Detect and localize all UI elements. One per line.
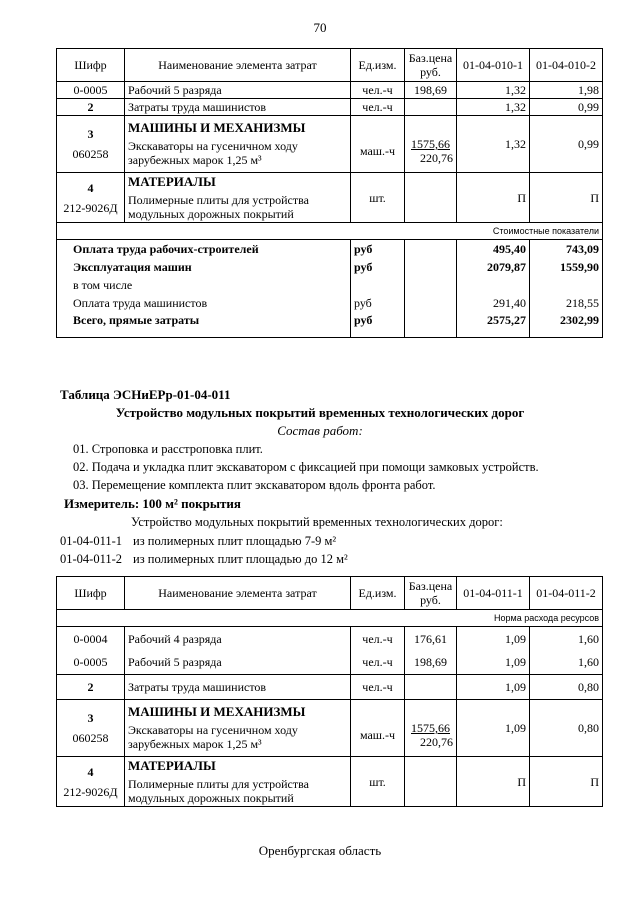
cell: Рабочий 5 разряда bbox=[125, 82, 351, 99]
cell: 1,09 bbox=[457, 675, 530, 700]
cell: 060258 bbox=[72, 147, 109, 161]
cell: руб bbox=[351, 258, 405, 276]
cell: шт. bbox=[369, 190, 386, 205]
cell: 3 bbox=[87, 711, 94, 725]
item-code: 01-04-011-2 bbox=[60, 552, 123, 566]
resource-table-2 bbox=[56, 576, 603, 807]
cell: чел.-ч bbox=[351, 627, 405, 651]
cell: чел.-ч bbox=[351, 99, 405, 116]
cell: чел.-ч bbox=[351, 675, 405, 700]
cell: 220,76 bbox=[420, 151, 453, 165]
cell: руб bbox=[351, 312, 405, 338]
cell: 0-0004 bbox=[57, 627, 125, 651]
work-item: 02. Подача и укладка плит экскаватором с фиксацией при помощи замковых устройств. bbox=[73, 460, 539, 474]
header-unit: Ед.изм. bbox=[351, 577, 405, 610]
table-row bbox=[57, 700, 603, 757]
cell: 1,09 bbox=[457, 651, 530, 675]
table-row bbox=[57, 312, 603, 338]
cell: 743,09 bbox=[530, 240, 603, 258]
page-number: 70 bbox=[313, 20, 327, 35]
cell: 2302,99 bbox=[530, 312, 603, 338]
cell: 3 bbox=[87, 127, 94, 141]
cell: 1575,66 bbox=[411, 137, 450, 151]
cell: руб bbox=[351, 240, 405, 258]
resource-table-1 bbox=[56, 48, 603, 338]
section-title: МАТЕРИАЛЫ bbox=[128, 757, 216, 773]
cell: 218,55 bbox=[530, 294, 603, 312]
header-price: Баз.цена руб. bbox=[405, 577, 457, 610]
cell: Затраты труда машинистов bbox=[125, 99, 351, 116]
cell: 1559,90 bbox=[530, 258, 603, 276]
cell: 212-9026Д bbox=[63, 200, 118, 215]
intro-text: Устройство модульных покрытий временных технологических дорог: bbox=[131, 515, 503, 529]
table-row bbox=[57, 240, 603, 258]
cell: 0,80 bbox=[578, 721, 599, 735]
cell: П bbox=[590, 190, 599, 205]
cell: 1,98 bbox=[530, 82, 603, 99]
header-code: Шифр bbox=[57, 49, 125, 82]
cell: чел.-ч bbox=[351, 82, 405, 99]
section-title: МАТЕРИАЛЫ bbox=[128, 173, 216, 189]
table-row bbox=[57, 99, 603, 116]
cell: чел.-ч bbox=[351, 651, 405, 675]
section-subtitle: Устройство модульных покрытий временных технологических дорог bbox=[115, 405, 525, 420]
table-row bbox=[57, 173, 603, 223]
cell: 291,40 bbox=[457, 294, 530, 312]
table-row bbox=[57, 675, 603, 700]
cell: 1,09 bbox=[457, 627, 530, 651]
cell: 1,32 bbox=[505, 137, 526, 151]
cell: Оплата труда рабочих-строителей bbox=[57, 240, 351, 258]
cell: П bbox=[517, 190, 526, 205]
cell: 2 bbox=[57, 675, 125, 700]
cell: П bbox=[517, 774, 526, 789]
table-title: Таблица ЭСНиЕРр-01-04-011 bbox=[60, 387, 231, 402]
section-title: МАШИНЫ И МЕХАНИЗМЫ bbox=[128, 120, 306, 135]
cell: 2575,27 bbox=[457, 312, 530, 338]
cell: 4 bbox=[87, 764, 94, 779]
cell: 198,69 bbox=[405, 651, 457, 675]
work-item: 01. Строповка и расстроповка плит. bbox=[73, 442, 263, 456]
table-row bbox=[57, 651, 603, 675]
cell: модульных дорожных покрытий bbox=[128, 790, 294, 805]
cell: Всего, прямые затраты bbox=[57, 312, 351, 338]
cell: Полимерные плиты для устройства bbox=[128, 776, 309, 791]
cell: 1,60 bbox=[530, 651, 603, 675]
cell: Рабочий 5 разряда bbox=[125, 651, 351, 675]
item-text: из полимерных плит площадью 7-9 м² bbox=[133, 534, 337, 548]
cell: шт. bbox=[369, 774, 386, 789]
cell: 495,40 bbox=[457, 240, 530, 258]
cost-caption: Стоимостные показатели bbox=[57, 223, 603, 240]
cell bbox=[405, 99, 457, 116]
cell: 0-0005 bbox=[57, 651, 125, 675]
header-col-b: 01-04-011-2 bbox=[530, 577, 603, 610]
work-item: 03. Перемещение комплекта плит экскаватором вдоль фронта работ. bbox=[73, 478, 436, 492]
header-code: Шифр bbox=[57, 577, 125, 610]
cell: 212-9026Д bbox=[63, 784, 118, 799]
cell bbox=[405, 675, 457, 700]
cell: маш.-ч bbox=[359, 728, 396, 742]
measure-unit: Измеритель: 100 м² покрытия bbox=[64, 496, 241, 511]
cell: 220,76 bbox=[420, 735, 453, 749]
cell: зарубежных марок 1,25 м³ bbox=[128, 153, 262, 167]
cell: 1,32 bbox=[457, 82, 530, 99]
header-col-a: 01-04-010-1 bbox=[457, 49, 530, 82]
cell: маш.-ч bbox=[359, 144, 396, 158]
cell: руб bbox=[351, 294, 405, 312]
section-title: МАШИНЫ И МЕХАНИЗМЫ bbox=[128, 704, 306, 719]
table-row bbox=[57, 258, 603, 276]
cell: модульных дорожных покрытий bbox=[128, 206, 294, 221]
table-row bbox=[57, 116, 603, 173]
header-col-a: 01-04-011-1 bbox=[457, 577, 530, 610]
header-unit: Ед.изм. bbox=[351, 49, 405, 82]
cell: Затраты труда машинистов bbox=[125, 675, 351, 700]
cell: 0,80 bbox=[530, 675, 603, 700]
header-price: Баз.цена руб. bbox=[405, 49, 457, 82]
cell: Экскаваторы на гусеничном ходу bbox=[128, 139, 298, 153]
cell: 0,99 bbox=[530, 99, 603, 116]
cell: Эксплуатация машин bbox=[57, 258, 351, 276]
item-code: 01-04-011-1 bbox=[60, 534, 123, 548]
table-row bbox=[57, 82, 603, 99]
cell: 0-0005 bbox=[57, 82, 125, 99]
table-row bbox=[57, 757, 603, 807]
norm-caption: Норма расхода ресурсов bbox=[57, 610, 603, 627]
table-row bbox=[57, 294, 603, 312]
cell: 1,32 bbox=[457, 99, 530, 116]
item-text: из полимерных плит площадью до 12 м² bbox=[133, 552, 348, 566]
cell: 0,99 bbox=[578, 137, 599, 151]
header-col-b: 01-04-010-2 bbox=[530, 49, 603, 82]
table-row bbox=[57, 627, 603, 651]
header-name: Наименование элемента затрат bbox=[125, 577, 351, 610]
page-footer: Оренбургская область bbox=[258, 843, 382, 858]
cell: 1,09 bbox=[505, 721, 526, 735]
cell: 2079,87 bbox=[457, 258, 530, 276]
cell: Полимерные плиты для устройства bbox=[128, 192, 309, 207]
header-name: Наименование элемента затрат bbox=[125, 49, 351, 82]
composition-label: Состав работ: bbox=[277, 423, 363, 438]
cell: Оплата труда машинистов bbox=[57, 294, 351, 312]
cell: зарубежных марок 1,25 м³ bbox=[128, 737, 262, 751]
cell: 1575,66 bbox=[411, 721, 450, 735]
cell: 4 bbox=[87, 180, 94, 195]
cell: 1,60 bbox=[530, 627, 603, 651]
cell: в том числе bbox=[57, 276, 351, 294]
cell: 198,69 bbox=[405, 82, 457, 99]
cell: Рабочий 4 разряда bbox=[125, 627, 351, 651]
cell: 176,61 bbox=[405, 627, 457, 651]
cell: П bbox=[590, 774, 599, 789]
table-row bbox=[57, 276, 603, 294]
cell: Экскаваторы на гусеничном ходу bbox=[128, 723, 298, 737]
cell: 060258 bbox=[72, 731, 109, 745]
cell: 2 bbox=[57, 99, 125, 116]
